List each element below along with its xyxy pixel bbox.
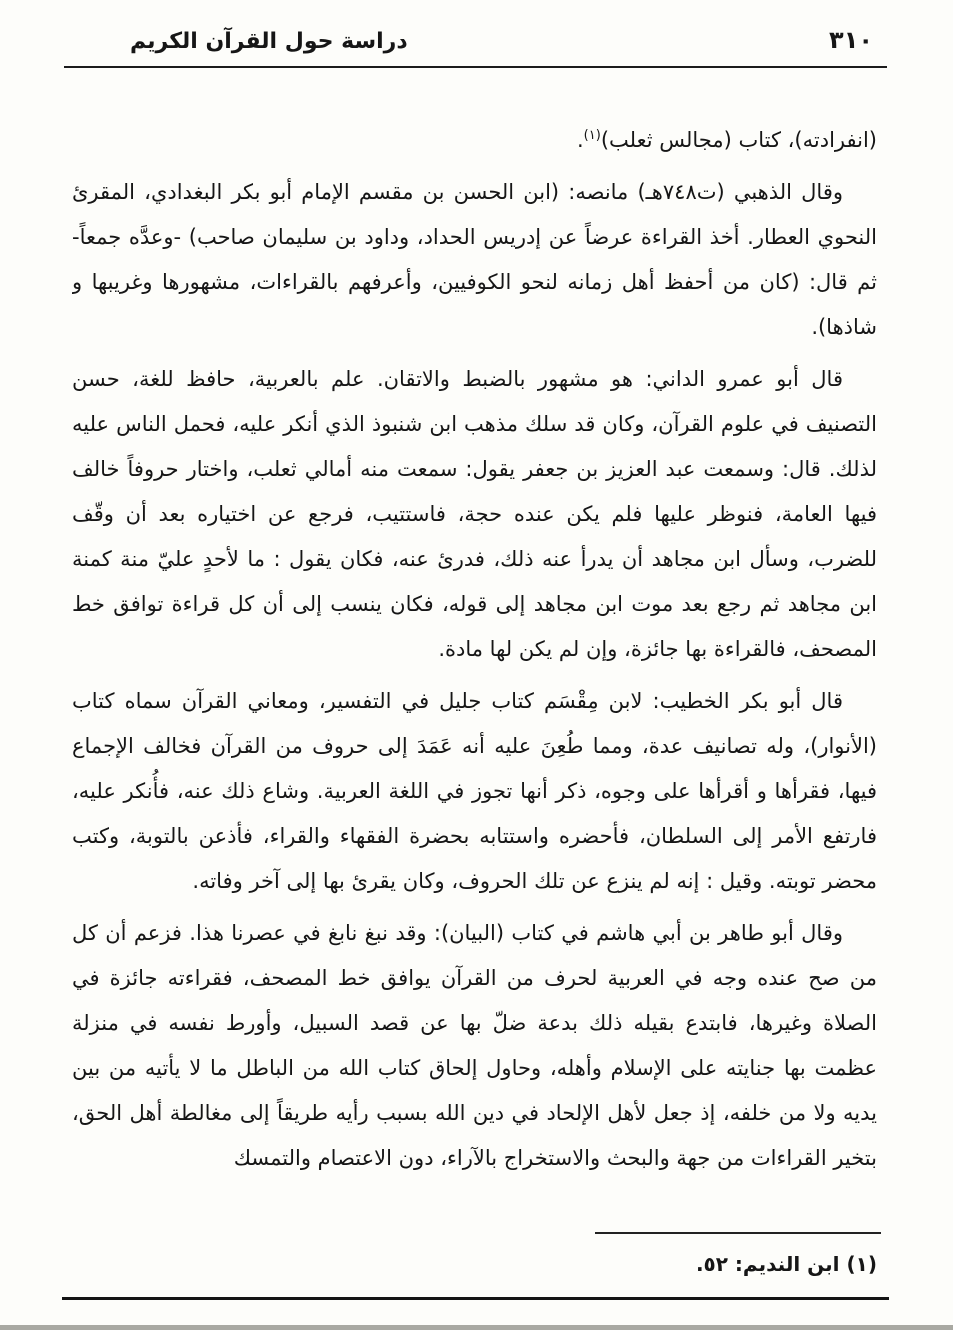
paragraph: قال أبو بكر الخطيب: لابن مِقْسَم كتاب جليل في التفسير، ومعاني القرآن سماه كتاب (الأنوار)، وله تصانيف عدة، ومما طُعِنَ عليه أنه عَمَدَ إلى حروف من القرآن فخالف الإجماع فيها، فقرأها و أقرأها على وجوه، ذكر أنها تجوز في اللغة العربية. وشاع ذلك عنه، فأُنكر عليه، فارتفع الأمر إلى السلطان، فأحضره واستتابه بحضرة الفقهاء والقراء، فأذعن بالتوبة، وكتب محضر توبته. وقيل : إنه لم ينزع عن تلك الحروف، وكان يقرئ بها إلى آخر وفاته. [72, 689, 877, 893]
page-number: ٣١٠ [829, 26, 873, 54]
bottom-rule [62, 1297, 889, 1300]
footnote-ref: (١) [583, 128, 601, 143]
page-body [72, 118, 877, 1188]
page-header [64, 26, 887, 68]
book-title: دراسة حول القرآن الكريم [130, 29, 408, 54]
paragraph: قال أبو عمرو الداني: هو مشهور بالضبط والاتقان. علم بالعربية، حافظ للغة، حسن التصنيف في علوم القرآن، وكان قد سلك مذهب ابن شنبوذ الذي أنكر عليه، فحمل الناس عليه لذلك. قال: وسمعت عبد العزيز بن جعفر يقول: سمعت منه أمالي ثعلب، واختار حروفاً خالف فيها العامة، فنوظر عليها فلم يكن عنده حجة، فاستتيب، فرجع عن اختياره بعد أن وقّف للضرب، وسأل ابن مجاهد أن يدرأ عنه ذلك، فدرئ عنه، فكان يقول : ما لأحدٍ عليّ منة كمنة ابن مجاهد ثم رجع بعد موت ابن مجاهد إلى قوله، فكان ينسب إلى أن كل قراءة توافق خط المصحف، فالقراءة بها جائزة، وإن لم يكن لها مادة. [72, 367, 877, 661]
paragraph-opening [72, 118, 877, 163]
opening-period: . [576, 128, 584, 152]
footnote-separator [595, 1232, 881, 1234]
opening-text: (انفرادته)، كتاب (مجالس ثعلب) [600, 128, 877, 152]
page-edge-shadow [0, 1325, 953, 1330]
paragraph: وقال أبو طاهر بن أبي هاشم في كتاب (البيان): وقد نبغ نابغ في عصرنا هذا. فزعم أن كل من صح عنده وجه في العربية لحرف من القرآن يوافق خط المصحف، فقراءته جائزة في الصلاة وغيرها، فابتدع بقيله ذلك بدعة ضلّ بها عن قصد السبيل، وأورط نفسه في منزلة عظمت بها جنايته على الإسلام وأهله، وحاول إلحاق كتاب الله من الباطل ما لا يأتيه من بين يديه ولا من خلفه، إذ جعل لأهل الإلحاد في دين الله بسبب رأيه طريقاً إلى مغالطة أهل الحق، بتخير القراءات من جهة والبحث والاستخراج بالآراء، دون الاعتصام والتمسك [72, 921, 877, 1170]
paragraph: وقال الذهبي (ت٧٤٨هـ) مانصه: (ابن الحسن بن مقسم الإمام أبو بكر البغدادي، المقرئ النحوي العطار. أخذ القراءة عرضاً عن إدريس الحداد، وداود بن سليمان صاحب) -وعدَّه جمعاً- ثم قال: (كان من أحفظ أهل زمانه لنحو الكوفيين، وأعرفهم بالقراءات، مشهورها وغريبها و شاذها). [72, 180, 877, 339]
footnote: (١) ابن النديم: ٥٢. [695, 1252, 877, 1276]
